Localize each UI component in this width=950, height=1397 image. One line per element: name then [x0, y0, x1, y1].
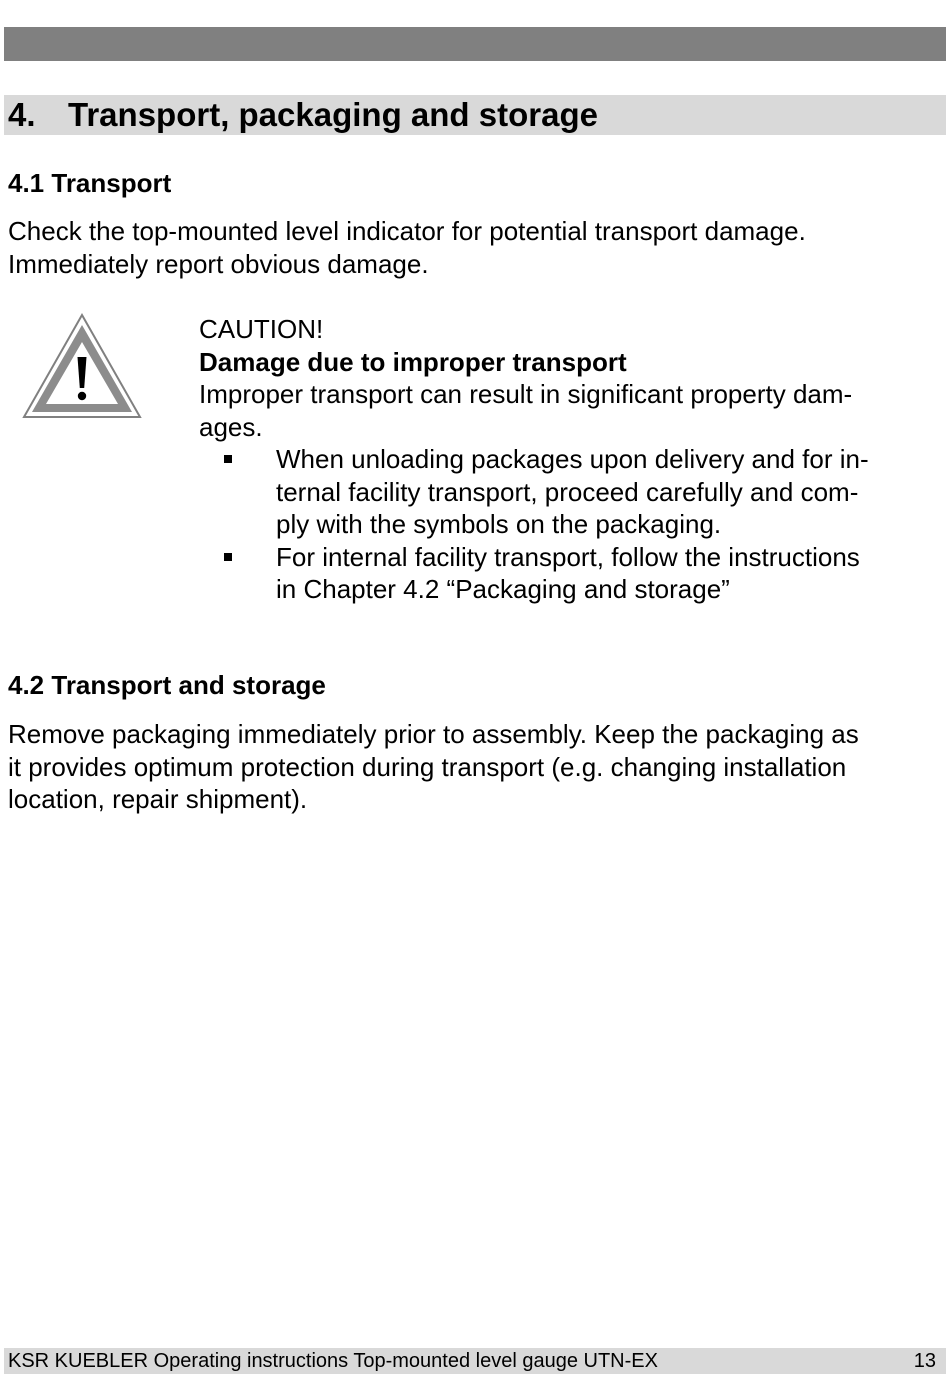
caution-signal-word: CAUTION! — [199, 314, 324, 344]
header-bar — [4, 27, 946, 61]
list-item — [224, 541, 869, 606]
caution-text-line: Improper transport can result in significant property dam- — [199, 379, 853, 409]
paragraph-line: Immediately report obvious damage. — [8, 248, 429, 279]
footer-text: KSR KUEBLER Operating instructions Top-mounted level gauge UTN-EX — [8, 1350, 658, 1372]
list-item-line: ply with the symbols on the packaging. — [276, 509, 722, 539]
caution-bullet-list — [224, 443, 869, 606]
list-item — [224, 443, 869, 541]
chapter-number: 4. — [8, 96, 36, 133]
caution-headline: Damage due to improper transport — [199, 346, 627, 377]
transport-paragraph — [8, 215, 806, 280]
caution-notice — [199, 313, 852, 443]
paragraph-line: Remove packaging immediately prior to assembly. Keep the packaging as — [8, 719, 859, 749]
warning-triangle-icon — [22, 313, 142, 419]
paragraph-line: location, repair shipment). — [8, 784, 308, 814]
list-item-line: For internal facility transport, follow the instructions — [276, 541, 860, 572]
section-heading-storage: 4.2 Transport and storage — [8, 670, 326, 700]
caution-text-line: ages. — [199, 411, 263, 442]
paragraph-line: Check the top-mounted level indicator for potential transport damage. — [8, 216, 806, 246]
list-item-line: ternal facility transport, proceed carefully and com- — [276, 476, 859, 507]
section-heading-transport: 4.1 Transport — [8, 168, 172, 198]
square-bullet-icon — [224, 553, 232, 561]
list-item-line: in Chapter 4.2 “Packaging and storage” — [276, 574, 730, 604]
chapter-title: Transport, packaging and storage — [68, 96, 598, 133]
chapter-heading — [8, 95, 598, 135]
storage-paragraph — [8, 718, 859, 816]
paragraph-line: it provides optimum protection during transport (e.g. changing installation — [8, 751, 847, 782]
square-bullet-icon — [224, 455, 232, 463]
list-item-line: When unloading packages upon delivery and for in- — [276, 444, 869, 474]
page-number: 13 — [913, 1350, 936, 1372]
